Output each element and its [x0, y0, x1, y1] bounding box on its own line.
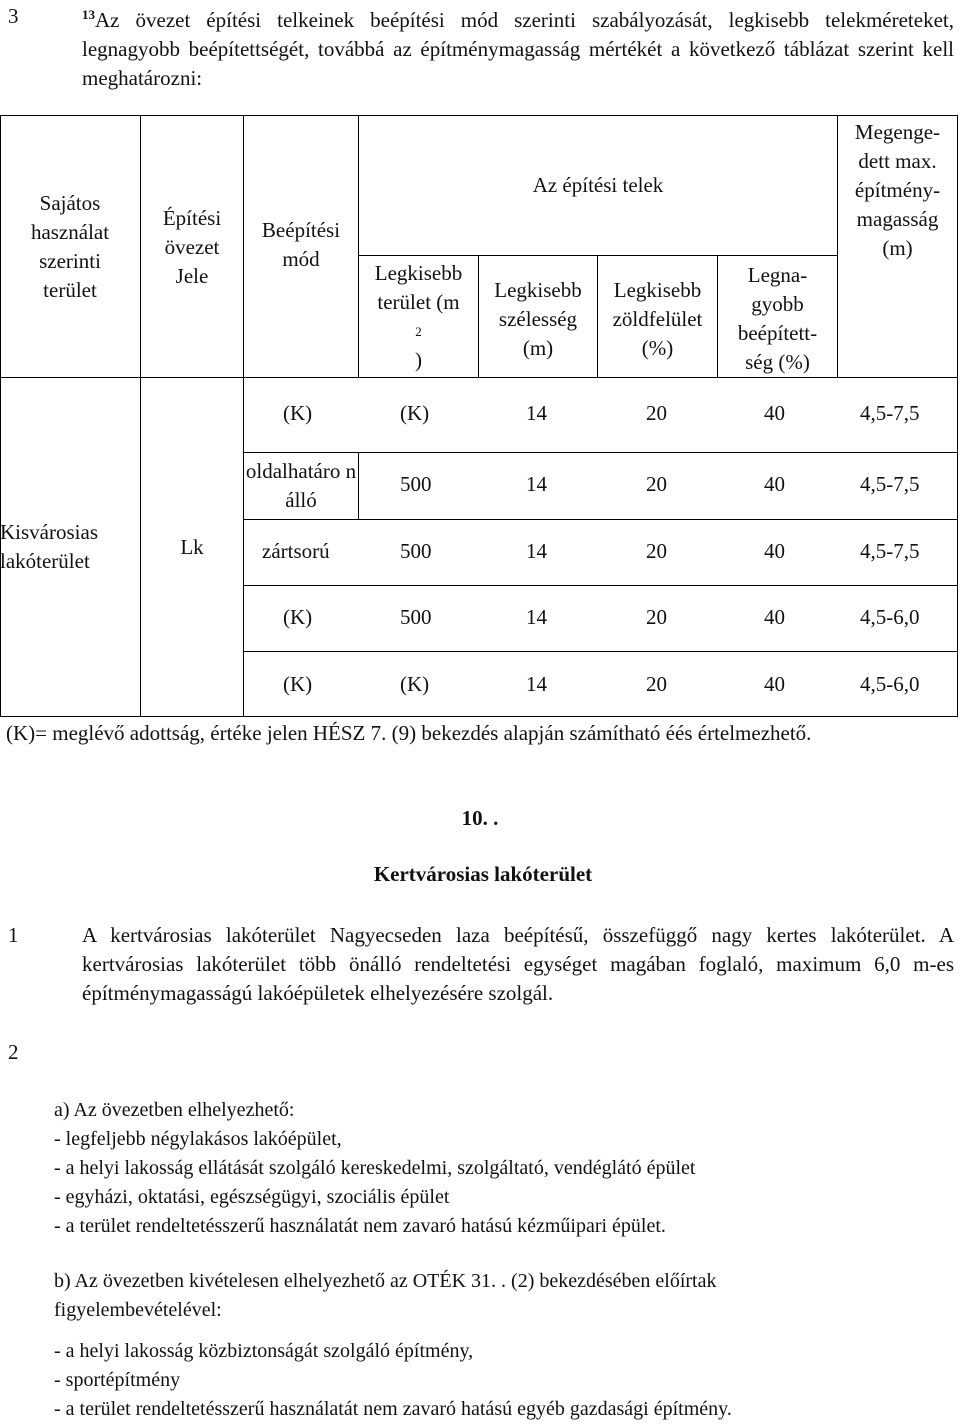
table-row-2-coverage: 40 — [764, 472, 785, 496]
table-row-2-height: 4,5-7,5 — [860, 472, 920, 496]
area-name: Kisvárosias lakóterület — [0, 520, 98, 573]
paragraph-number: 2 — [8, 1040, 19, 1064]
table-row-4-mode: (K) — [283, 605, 313, 629]
header-group: Az építési telek — [532, 173, 664, 197]
list-item: - sportépítmény — [54, 1369, 181, 1391]
table-row-3-width: 14 — [526, 539, 547, 563]
table-row-4-coverage: 40 — [764, 605, 785, 629]
table-row-1-green: 14 — [526, 401, 547, 425]
header-green: Legkisebb zöldfelület (%) — [612, 278, 703, 360]
paragraph-number: 1 — [8, 923, 19, 947]
table-row-2-area: 500 — [400, 472, 432, 496]
table-row-5-width: 14 — [526, 672, 547, 696]
table-row-3-coverage: 40 — [764, 539, 785, 563]
header-use: Sajátos használat szerinti terület — [30, 190, 110, 302]
table-row-1-coverage: 20 — [646, 401, 667, 425]
zone-code: Lk — [180, 534, 204, 559]
paragraph-number: 3 — [8, 4, 19, 28]
list-item: - a terület rendeltetésszerű használatát nem zavaró hatású egyéb gazdasági építmény. — [54, 1398, 732, 1420]
table-row-1-area: (K) — [283, 401, 313, 425]
table-row-3-green: 20 — [646, 539, 667, 563]
list-item: - a helyi lakosság ellátását szolgáló kereskedelmi, szolgáltató, vendéglátó épület — [54, 1157, 696, 1179]
table-row-5-area: (K) — [400, 672, 430, 696]
table-row-1-cov2: 40 — [764, 401, 785, 425]
table-row-5-green: 20 — [646, 672, 667, 696]
list-b-title-cont: figyelembevételével: — [54, 1299, 222, 1321]
list-b — [54, 1267, 716, 1325]
table-row-5-height: 4,5-6,0 — [860, 672, 920, 696]
table-row-4-area: 500 — [400, 605, 432, 629]
table-row-5-mode: (K) — [283, 672, 313, 696]
table-row-4-height: 4,5-6,0 — [860, 605, 920, 629]
list-b-title: b) Az övezetben kivételesen elhelyezhető az OTÉK 31. . (2) bekezdésében előírtak — [54, 1270, 717, 1292]
table-row-3-area: 500 — [400, 539, 432, 563]
section-number: 10. . — [461, 806, 499, 830]
list-item: - a helyi lakosság közbiztonságát szolgáló építmény, — [54, 1340, 474, 1362]
table-row-3-height: 4,5-7,5 — [860, 539, 920, 563]
footnote-marker: 13 — [82, 7, 95, 22]
table-row-5-coverage: 40 — [764, 672, 785, 696]
list-a-title: a) Az övezetben elhelyezhető: — [54, 1099, 295, 1121]
header-area: Legkisebb terület (m 2 ) — [374, 260, 463, 372]
table-row-2-width: 14 — [526, 472, 547, 496]
table-row-3-mode: zártsorú — [262, 539, 330, 563]
table-row-4-green: 20 — [646, 605, 667, 629]
table-row-2-mode: oldalhatáro n álló — [245, 459, 357, 512]
header-coverage: Legna-gyobb beépített-ség (%) — [737, 263, 818, 374]
section-title: Kertvárosias lakóterület — [373, 862, 593, 886]
paragraph-1-text: A kertvárosias lakóterület Nagyecseden laza beépítésű, összefüggő nagy kertes lakóterület. A kertvárosias lakóterület több önálló rendeltetési egységet magában foglaló, maximum 6,0 m-es építménymagasságú lakóépületek elhelyezésére szolgál. — [82, 923, 954, 1005]
list-b-items — [54, 1337, 732, 1424]
table-note: (K)= meglévő adottság, értéke jelen HÉSZ 7. (9) bekezdés alapján számítható éés értelmezhető. — [6, 721, 812, 745]
header-height: Megenge-dett max. építmény-magasság (m) — [854, 120, 941, 260]
section-3-text — [82, 0, 954, 93]
table-row-1-height: 4,5-7,5 — [860, 401, 920, 425]
list-a — [54, 1096, 695, 1241]
list-item: - legfeljebb négylakásos lakóépület, — [54, 1128, 342, 1150]
header-mode: Beépítési mód — [261, 218, 341, 271]
section-3-body: Az övezet építési telkeinek beépítési mód szerinti szabályozását, legkisebb telekméreteket, legnagyobb beépítettségét, továbbá az építménymagasság mértékét a következő táblázat szerint kell meghatározni: — [82, 8, 954, 90]
table-row-1-width: (K) — [400, 401, 430, 425]
table-row-4-width: 14 — [526, 605, 547, 629]
table-row-2-green: 20 — [646, 472, 667, 496]
header-zone: Építési övezet Jele — [162, 206, 222, 288]
header-width: Legkisebb szélesség (m) — [494, 278, 582, 360]
list-item: - egyházi, oktatási, egészségügyi, szociális épület — [54, 1186, 450, 1208]
list-item: - a terület rendeltetésszerű használatát nem zavaró hatású kézműipari épület. — [54, 1215, 666, 1237]
